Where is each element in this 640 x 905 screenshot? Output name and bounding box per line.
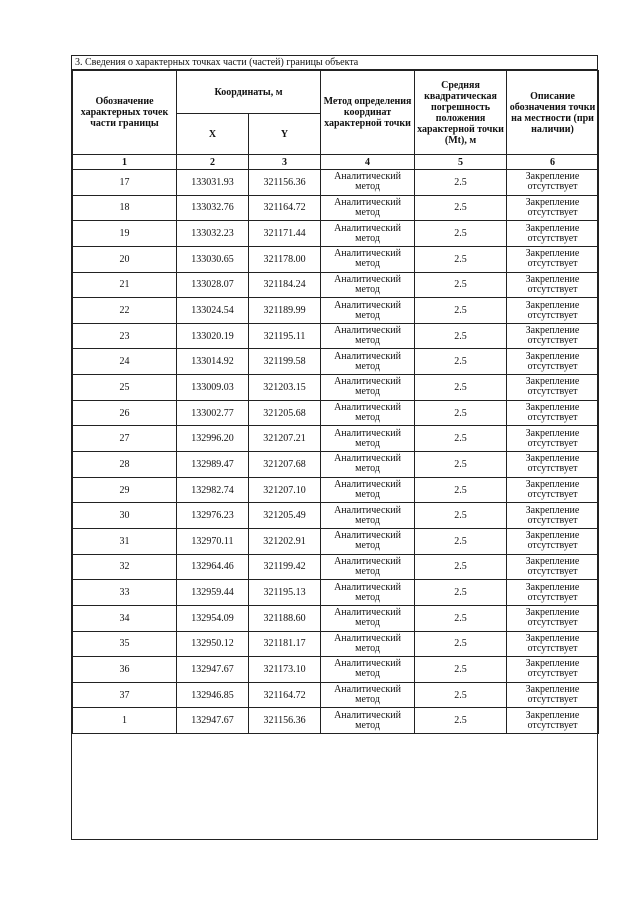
x-coordinate-cell: 133032.23 — [177, 221, 249, 247]
y-coordinate-cell: 321164.72 — [249, 682, 321, 708]
point-cell: 27 — [73, 426, 177, 452]
table-row — [73, 503, 599, 529]
point-cell: 36 — [73, 657, 177, 683]
table-row — [73, 554, 599, 580]
point-cell: 23 — [73, 323, 177, 349]
description-cell: Закрепление отсутствует — [507, 605, 599, 631]
x-coordinate-cell: 133014.92 — [177, 349, 249, 375]
mean-error-cell: 2.5 — [415, 554, 507, 580]
x-coordinate-cell: 132959.44 — [177, 580, 249, 606]
mean-error-cell: 2.5 — [415, 272, 507, 298]
description-cell: Закрепление отсутствует — [507, 503, 599, 529]
point-cell: 19 — [73, 221, 177, 247]
y-coordinate-cell: 321202.91 — [249, 528, 321, 554]
method-cell: Аналитический метод — [321, 708, 415, 734]
point-cell: 32 — [73, 554, 177, 580]
table-row — [73, 323, 599, 349]
x-coordinate-cell: 133032.76 — [177, 195, 249, 221]
x-coordinate-cell: 132950.12 — [177, 631, 249, 657]
description-cell: Закрепление отсутствует — [507, 349, 599, 375]
table-row — [73, 298, 599, 324]
table-row — [73, 477, 599, 503]
y-coordinate-cell: 321173.10 — [249, 657, 321, 683]
description-cell: Закрепление отсутствует — [507, 580, 599, 606]
y-coordinate-cell: 321188.60 — [249, 605, 321, 631]
x-coordinate-cell: 133024.54 — [177, 298, 249, 324]
method-cell: Аналитический метод — [321, 246, 415, 272]
column-number: 4 — [321, 155, 415, 170]
document-frame — [71, 55, 598, 840]
table-row — [73, 580, 599, 606]
description-cell: Закрепление отсутствует — [507, 375, 599, 401]
y-coordinate-cell: 321189.99 — [249, 298, 321, 324]
mean-error-cell: 2.5 — [415, 503, 507, 529]
point-cell: 24 — [73, 349, 177, 375]
table-row — [73, 426, 599, 452]
method-cell: Аналитический метод — [321, 298, 415, 324]
column-number: 6 — [507, 155, 599, 170]
x-coordinate-cell: 132982.74 — [177, 477, 249, 503]
method-cell: Аналитический метод — [321, 682, 415, 708]
description-cell: Закрепление отсутствует — [507, 323, 599, 349]
mean-error-cell: 2.5 — [415, 170, 507, 196]
y-coordinate-cell: 321156.36 — [249, 708, 321, 734]
header-x: X — [177, 114, 249, 155]
table-row — [73, 657, 599, 683]
point-cell: 35 — [73, 631, 177, 657]
x-coordinate-cell: 132976.23 — [177, 503, 249, 529]
table-row — [73, 349, 599, 375]
column-number: 1 — [73, 155, 177, 170]
mean-error-cell: 2.5 — [415, 375, 507, 401]
mean-error-cell: 2.5 — [415, 708, 507, 734]
y-coordinate-cell: 321199.58 — [249, 349, 321, 375]
method-cell: Аналитический метод — [321, 657, 415, 683]
header-description: Описание обозначения точки на местности (при наличии) — [507, 71, 599, 155]
y-coordinate-cell: 321205.49 — [249, 503, 321, 529]
description-cell: Закрепление отсутствует — [507, 170, 599, 196]
table-row — [73, 605, 599, 631]
description-cell: Закрепление отсутствует — [507, 477, 599, 503]
table-row — [73, 708, 599, 734]
x-coordinate-cell: 132947.67 — [177, 708, 249, 734]
y-coordinate-cell: 321195.13 — [249, 580, 321, 606]
header-y: Y — [249, 114, 321, 155]
mean-error-cell: 2.5 — [415, 221, 507, 247]
x-coordinate-cell: 132954.09 — [177, 605, 249, 631]
table-row — [73, 682, 599, 708]
description-cell: Закрепление отсутствует — [507, 631, 599, 657]
y-coordinate-cell: 321178.00 — [249, 246, 321, 272]
method-cell: Аналитический метод — [321, 528, 415, 554]
column-number-row — [73, 155, 599, 170]
description-cell: Закрепление отсутствует — [507, 657, 599, 683]
y-coordinate-cell: 321156.36 — [249, 170, 321, 196]
point-cell: 25 — [73, 375, 177, 401]
point-cell: 26 — [73, 400, 177, 426]
method-cell: Аналитический метод — [321, 426, 415, 452]
description-cell: Закрепление отсутствует — [507, 708, 599, 734]
table-row — [73, 170, 599, 196]
point-cell: 29 — [73, 477, 177, 503]
y-coordinate-cell: 321181.17 — [249, 631, 321, 657]
description-cell: Закрепление отсутствует — [507, 426, 599, 452]
mean-error-cell: 2.5 — [415, 400, 507, 426]
mean-error-cell: 2.5 — [415, 452, 507, 478]
description-cell: Закрепление отсутствует — [507, 400, 599, 426]
mean-error-cell: 2.5 — [415, 631, 507, 657]
method-cell: Аналитический метод — [321, 452, 415, 478]
y-coordinate-cell: 321184.24 — [249, 272, 321, 298]
table-row — [73, 375, 599, 401]
x-coordinate-cell: 132947.67 — [177, 657, 249, 683]
x-coordinate-cell: 132946.85 — [177, 682, 249, 708]
description-cell: Закрепление отсутствует — [507, 682, 599, 708]
y-coordinate-cell: 321203.15 — [249, 375, 321, 401]
description-cell: Закрепление отсутствует — [507, 298, 599, 324]
y-coordinate-cell: 321164.72 — [249, 195, 321, 221]
mean-error-cell: 2.5 — [415, 528, 507, 554]
table-row — [73, 246, 599, 272]
x-coordinate-cell: 133030.65 — [177, 246, 249, 272]
header-coordinates: Координаты, м — [177, 71, 321, 114]
method-cell: Аналитический метод — [321, 503, 415, 529]
point-cell: 20 — [73, 246, 177, 272]
table-row — [73, 195, 599, 221]
table-row — [73, 221, 599, 247]
table-row — [73, 631, 599, 657]
description-cell: Закрепление отсутствует — [507, 221, 599, 247]
y-coordinate-cell: 321195.11 — [249, 323, 321, 349]
mean-error-cell: 2.5 — [415, 682, 507, 708]
mean-error-cell: 2.5 — [415, 323, 507, 349]
mean-error-cell: 2.5 — [415, 657, 507, 683]
description-cell: Закрепление отсутствует — [507, 452, 599, 478]
method-cell: Аналитический метод — [321, 221, 415, 247]
point-cell: 1 — [73, 708, 177, 734]
table-row — [73, 528, 599, 554]
y-coordinate-cell: 321199.42 — [249, 554, 321, 580]
mean-error-cell: 2.5 — [415, 195, 507, 221]
x-coordinate-cell: 133009.03 — [177, 375, 249, 401]
x-coordinate-cell: 133020.19 — [177, 323, 249, 349]
x-coordinate-cell: 132964.46 — [177, 554, 249, 580]
point-cell: 21 — [73, 272, 177, 298]
point-cell: 33 — [73, 580, 177, 606]
description-cell: Закрепление отсутствует — [507, 528, 599, 554]
method-cell: Аналитический метод — [321, 631, 415, 657]
method-cell: Аналитический метод — [321, 272, 415, 298]
x-coordinate-cell: 133031.93 — [177, 170, 249, 196]
mean-error-cell: 2.5 — [415, 605, 507, 631]
table-row — [73, 400, 599, 426]
x-coordinate-cell: 132989.47 — [177, 452, 249, 478]
method-cell: Аналитический метод — [321, 349, 415, 375]
x-coordinate-cell: 133028.07 — [177, 272, 249, 298]
method-cell: Аналитический метод — [321, 195, 415, 221]
x-coordinate-cell: 132970.11 — [177, 528, 249, 554]
table-row — [73, 272, 599, 298]
point-cell: 31 — [73, 528, 177, 554]
method-cell: Аналитический метод — [321, 323, 415, 349]
point-cell: 17 — [73, 170, 177, 196]
description-cell: Закрепление отсутствует — [507, 246, 599, 272]
header-method: Метод определения координат характерной точки — [321, 71, 415, 155]
description-cell: Закрепление отсутствует — [507, 554, 599, 580]
y-coordinate-cell: 321171.44 — [249, 221, 321, 247]
method-cell: Аналитический метод — [321, 400, 415, 426]
table-row — [73, 452, 599, 478]
y-coordinate-cell: 321207.10 — [249, 477, 321, 503]
y-coordinate-cell: 321207.21 — [249, 426, 321, 452]
mean-error-cell: 2.5 — [415, 426, 507, 452]
method-cell: Аналитический метод — [321, 554, 415, 580]
mean-error-cell: 2.5 — [415, 580, 507, 606]
x-coordinate-cell: 132996.20 — [177, 426, 249, 452]
point-cell: 37 — [73, 682, 177, 708]
section-title: 3. Сведения о характерных точках части (частей) границы объекта — [72, 56, 597, 70]
point-cell: 28 — [73, 452, 177, 478]
column-number: 5 — [415, 155, 507, 170]
mean-error-cell: 2.5 — [415, 246, 507, 272]
point-cell: 18 — [73, 195, 177, 221]
method-cell: Аналитический метод — [321, 477, 415, 503]
method-cell: Аналитический метод — [321, 580, 415, 606]
method-cell: Аналитический метод — [321, 375, 415, 401]
header-mean-error: Средняя квадратическая погрешность положения характерной точки (Mt), м — [415, 71, 507, 155]
header-point-designation: Обозначение характерных точек части границы — [73, 71, 177, 155]
point-cell: 22 — [73, 298, 177, 324]
column-number: 2 — [177, 155, 249, 170]
method-cell: Аналитический метод — [321, 605, 415, 631]
mean-error-cell: 2.5 — [415, 349, 507, 375]
description-cell: Закрепление отсутствует — [507, 195, 599, 221]
method-cell: Аналитический метод — [321, 170, 415, 196]
point-cell: 30 — [73, 503, 177, 529]
mean-error-cell: 2.5 — [415, 298, 507, 324]
y-coordinate-cell: 321205.68 — [249, 400, 321, 426]
boundary-points-table — [72, 70, 599, 734]
mean-error-cell: 2.5 — [415, 477, 507, 503]
x-coordinate-cell: 133002.77 — [177, 400, 249, 426]
y-coordinate-cell: 321207.68 — [249, 452, 321, 478]
point-cell: 34 — [73, 605, 177, 631]
description-cell: Закрепление отсутствует — [507, 272, 599, 298]
column-number: 3 — [249, 155, 321, 170]
